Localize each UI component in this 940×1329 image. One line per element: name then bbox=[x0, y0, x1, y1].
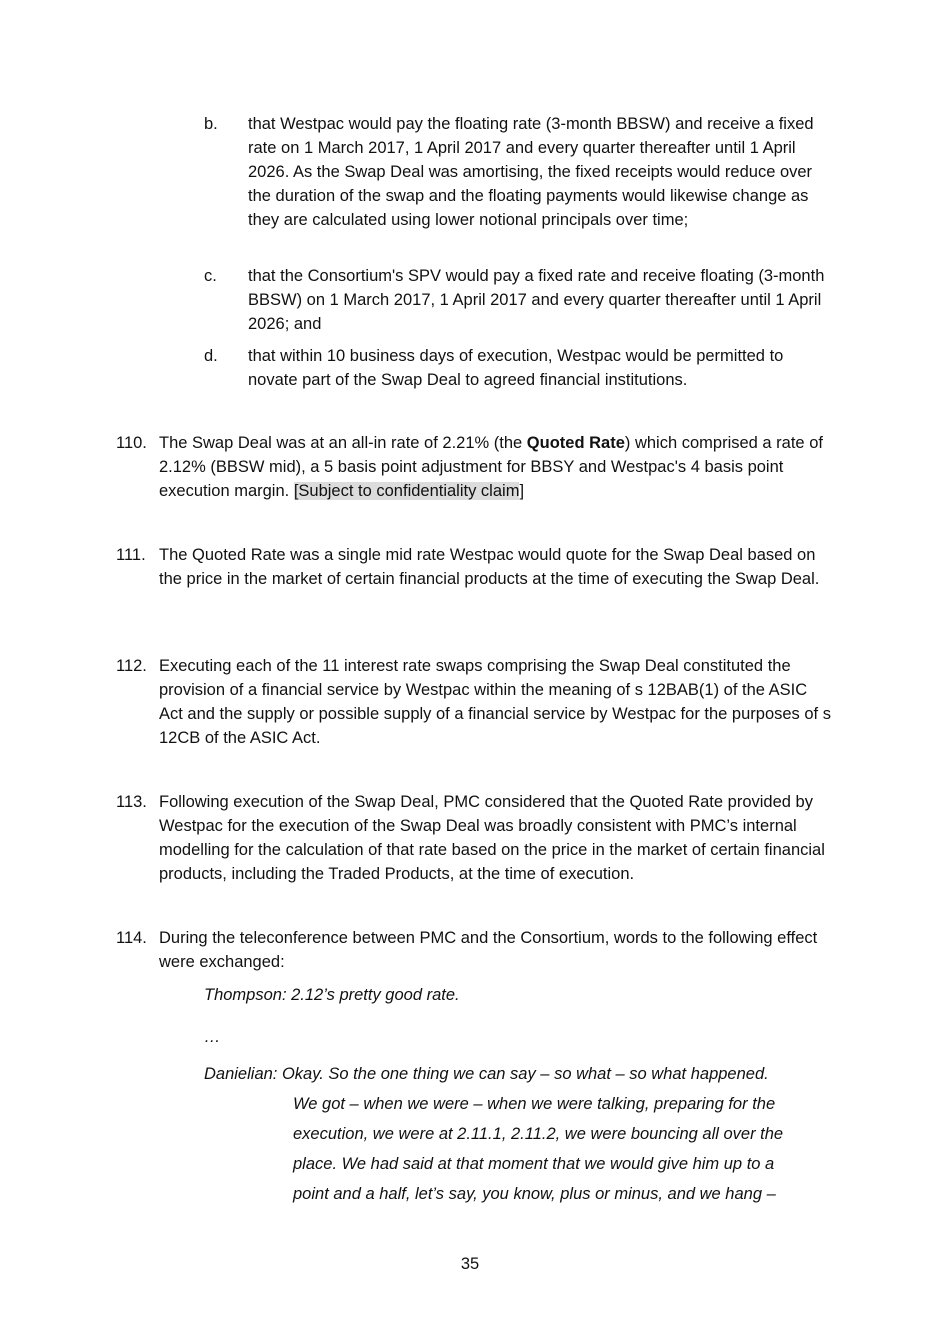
paragraph-text: Following execution of the Swap Deal, PMC considered that the Quoted Rate provided by Westpac for the execution of the Swap Deal was broadly consistent with PMC’s internal modelling for the calculation of that rate based on the price in the market of certain financial products, including the Traded Products, at the time of execution. bbox=[159, 793, 825, 883]
transcript-ellipsis: … bbox=[204, 1028, 221, 1046]
confidentiality-highlight: [Subject to confidentiality claim bbox=[293, 482, 520, 500]
list-marker: c. bbox=[204, 267, 217, 285]
transcript-quote-line: point and a half, let’s say, you know, plus or minus, and we hang – bbox=[293, 1185, 776, 1203]
transcript-quote-line: place. We had said at that moment that we would give him up to a bbox=[293, 1155, 775, 1173]
transcript-quote-thompson: Thompson: 2.12’s pretty good rate. bbox=[204, 986, 460, 1004]
list-marker: b. bbox=[204, 115, 218, 133]
list-item-text: that Westpac would pay the floating rate (3-month BBSW) and receive a fixed rate on 1 March 2017, 1 April 2017 and every quarter thereafter until 1 April 2026. As the Swap Deal was amortising, the fixed receipts would reduce over the duration of the swap and the floating payments would likewise change as they are calculated using lower notional principals over time; bbox=[248, 115, 814, 229]
text-run: ) which comprised a rate of 2.12% (BBSW mid), a 5 basis point adjustment for BBSY and Westpac's 4 basis point execution margin. bbox=[159, 434, 823, 500]
list-item-text: that the Consortium's SPV would pay a fixed rate and receive floating (3-month BBSW) on 1 March 2017, 1 April 2017 and every quarter thereafter until 1 April 2026; and bbox=[248, 267, 825, 333]
paragraph-text: During the teleconference between PMC and the Consortium, words to the following effect were exchanged: bbox=[159, 929, 818, 971]
paragraph-number: 113. bbox=[116, 793, 147, 811]
paragraph-text: The Quoted Rate was a single mid rate Westpac would quote for the Swap Deal based on the price in the market of certain financial products at the time of executing the Swap Deal. bbox=[159, 546, 820, 588]
text-run: ] bbox=[519, 482, 525, 500]
transcript-quote-danielian: Danielian: Okay. So the one thing we can say – so what – so what happened. bbox=[204, 1065, 769, 1083]
paragraph-text bbox=[159, 431, 831, 503]
paragraph-number: 110. bbox=[116, 434, 147, 452]
list-marker: d. bbox=[204, 347, 218, 365]
paragraph-number: 112. bbox=[116, 657, 147, 675]
transcript-quote-line: We got – when we were – when we were talking, preparing for the bbox=[293, 1095, 776, 1113]
paragraph-text: Executing each of the 11 interest rate swaps comprising the Swap Deal constituted the provision of a financial service by Westpac within the meaning of s 12BAB(1) of the ASIC Act and the supply or possible supply of a financial service by Westpac for the purposes of s 12CB of the ASIC Act. bbox=[159, 657, 831, 747]
text-run: The Swap Deal was at an all-in rate of 2.21% (the bbox=[159, 434, 527, 452]
paragraph-number: 111. bbox=[116, 546, 146, 564]
defined-term: Quoted Rate bbox=[526, 434, 625, 452]
paragraph-number: 114. bbox=[116, 929, 147, 947]
list-item-text: that within 10 business days of execution, Westpac would be permitted to novate part of the Swap Deal to agreed financial institutions. bbox=[248, 347, 784, 389]
page-number: 35 bbox=[460, 1255, 480, 1273]
transcript-quote-line: execution, we were at 2.11.1, 2.11.2, we were bouncing all over the bbox=[293, 1125, 784, 1143]
